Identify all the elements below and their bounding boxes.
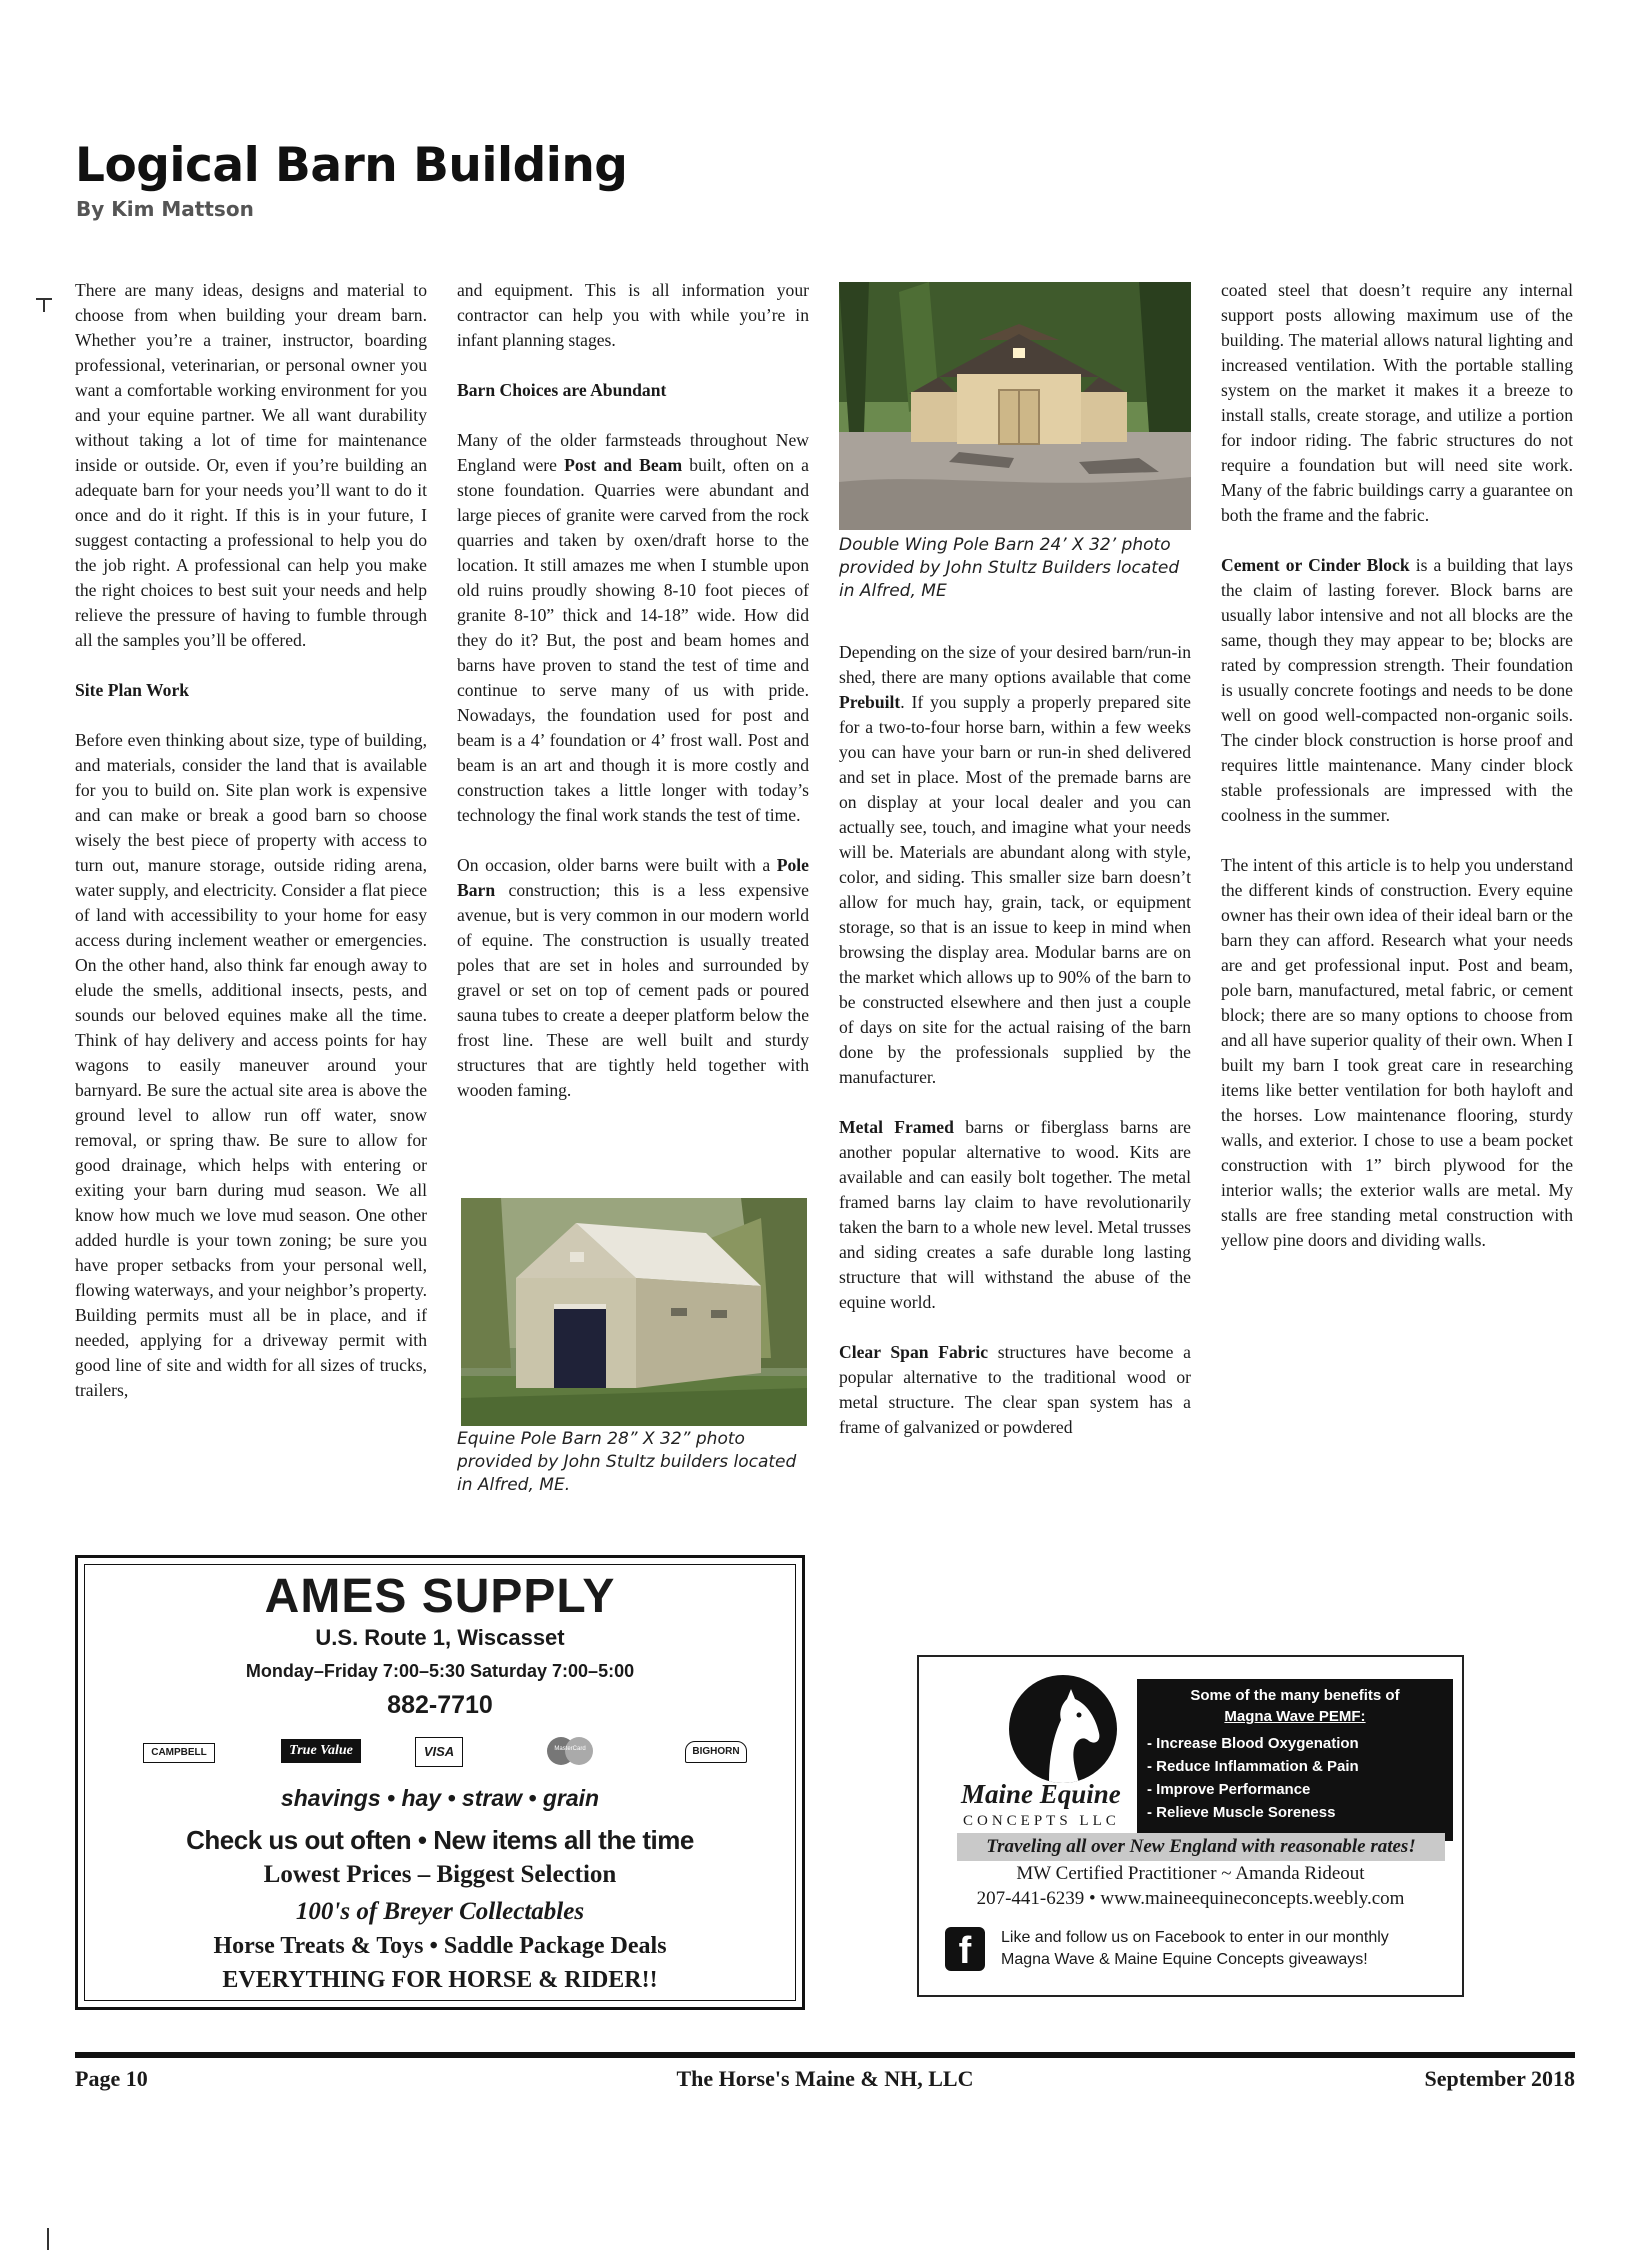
bold-term: Post and Beam bbox=[564, 455, 683, 475]
text-run: structures have become a popular alternative to the traditional wood or metal structure. The clear span system has a frame of galvanized or powdered bbox=[839, 1342, 1191, 1437]
paragraph bbox=[839, 1115, 1191, 1315]
maine-equine-concepts-ad bbox=[917, 1655, 1464, 1997]
ad-line-2: Lowest Prices – Biggest Selection bbox=[263, 1861, 617, 1888]
footer-publication: The Horse's Maine & NH, LLC bbox=[676, 2066, 974, 2091]
article-title: Logical Barn Building bbox=[75, 138, 628, 193]
paragraph: Before even thinking about size, type of building, and materials, consider the land that is available for you to build on. Site plan work is expensive and can make or break a good barn so choose wisely the best piece of property with access to turn out, manure storage, outside riding arena, water supply, and electricity. Consider a flat piece of land with accessibility to your home for easy access during inclement weather or emergencies. On the other hand, also think far enough away to elude the smells, additional insects, pests, and sounds our beloved equines make all the time. Think of hay delivery and access points for hay wagons to easily maneuver around your barnyard. Be sure the actual site area is above the ground level to allow run off water, snow removal, or spring thaw. Be sure to allow for good drainage, which helps with entering or exiting your barn during mud season. We all know how much we love mud season. One other added hurdle is your town zoning; be sure you have proper setbacks from your personal well, flowing waterways, and your neighbor’s property. Building permits must all be in place, and if needed, applying for a driveway permit with good line of site and width for all sizes of trucks, trailers, bbox=[75, 730, 427, 1400]
brand-subtitle: CONCEPTS LLC bbox=[963, 1813, 1120, 1829]
visa-logo: VISA bbox=[415, 1737, 463, 1767]
contact-line: 207-441-6239 • www.maineequineconcepts.weebly.com bbox=[976, 1888, 1405, 1909]
facebook-icon: f bbox=[945, 1927, 985, 1971]
paragraph bbox=[457, 853, 809, 1103]
barn-photo-2-illustration bbox=[461, 1198, 807, 1426]
brand-name: Maine Equine bbox=[961, 1779, 1121, 1809]
photo-caption-1: Double Wing Pole Barn 24’ X 32’ photo provided by John Stultz Builders located in Alfred, ME bbox=[839, 535, 1180, 601]
photo-double-wing-barn bbox=[839, 282, 1191, 530]
ad-address: U.S. Route 1, Wiscasset bbox=[315, 1625, 565, 1650]
paragraph bbox=[839, 1340, 1191, 1440]
facebook-line-1: Like and follow us on Facebook to enter in our monthly bbox=[1001, 1929, 1389, 1946]
ames-supply-ad bbox=[75, 1555, 805, 2010]
text-run: is a building that lays the claim of lasting forever. Block barns are usually labor intensive and not all blocks are the same, though they may appear to be; blocks are rated by compression strength. Their foundation is usually concrete footings and needs to be done well on good well-compacted non-organic soils. The cinder block construction is horse proof and requires little maintenance. Many cinder block stable professionals are impressed with the coolness in the summer. bbox=[1221, 555, 1573, 825]
ad-brand-logos bbox=[85, 1735, 795, 1769]
bold-term: Clear Span Fabric bbox=[839, 1342, 989, 1362]
benefit-item: - Relieve Muscle Soreness bbox=[1147, 1804, 1336, 1821]
article-column-3 bbox=[839, 640, 1191, 1465]
truevalue-logo: True Value bbox=[281, 1739, 361, 1763]
practitioner-line: MW Certified Practitioner ~ Amanda Rideout bbox=[1016, 1863, 1365, 1884]
text-run: barns or fiberglass barns are another popular alternative to wood. Kits are available and can easily bolt together. The metal framed barns lay claim to have revolutionarily taken the barn to a whole new level. Metal trusses and siding creates a safe durable long lasting structure that will withstand the abuse of the equine world. bbox=[839, 1117, 1191, 1312]
ad-products: shavings • hay • straw • grain bbox=[280, 1785, 600, 1811]
text-run: Many of the older farmsteads throughout New England were bbox=[457, 430, 809, 475]
article-column-1 bbox=[75, 278, 427, 1428]
paragraph: There are many ideas, designs and material to choose from when building your dream barn. Whether you’re a trainer, instructor, boarding professional, veterinarian, or personal owner you want a comfortable working environment for you and your equine partner. We all want durability without taking a lot of time for maintenance inside or outside. Or, even if you’re building an adequate barn for your needs you’ll want to do it once and do it right. If this is in your future, I suggest contacting a professional to help you do the job right. A professional can help you make the right choices to best suit your needs and help relieve the pressure of having to fumble through all the samples you’ll be offered. bbox=[75, 280, 427, 650]
text-run: . If you supply a properly prepared site for a two-to-four horse barn, within a few weeks you can have your barn or run-in shed delivered and set in place. Most of the premade barns are on display at your local dealer and you can actually see, touch, and imagine what your needs will be. Materials are abundant along with style, color, and siding. This smaller size barn doesn’t allow for much hay, grain, tack, or equipment storage, so that is an issue to keep in mind when browsing the display area. Modular barns are on the market which allows up to 90% of the barn to be constructed elsewhere and then just a couple of days on site for the actual raising of the barn done by the professionals supplied by the manufacturer. bbox=[839, 692, 1191, 1087]
benefit-item: - Improve Performance bbox=[1147, 1781, 1311, 1798]
footer-date: September 2018 bbox=[1424, 2066, 1575, 2091]
crop-mark bbox=[43, 298, 45, 312]
bold-term: Pole Barn bbox=[457, 855, 809, 900]
paragraph bbox=[457, 428, 809, 828]
benefits-box bbox=[1137, 1679, 1453, 1841]
bold-term: Cement or Cinder Block bbox=[1221, 555, 1410, 575]
facebook-line-2: Magna Wave & Maine Equine Concepts giveaways! bbox=[1001, 1951, 1368, 1968]
benefits-title-2: Magna Wave PEMF: bbox=[1224, 1708, 1366, 1725]
footer-rule bbox=[75, 2052, 1575, 2058]
article-column-2 bbox=[457, 278, 809, 1128]
ad-phone: 882-7710 bbox=[387, 1691, 493, 1719]
section-heading: Barn Choices are Abundant bbox=[457, 380, 667, 400]
paragraph bbox=[839, 640, 1191, 1090]
footer-page-number: Page 10 bbox=[75, 2066, 148, 2091]
ad-line-3: 100's of Breyer Collectables bbox=[295, 1898, 585, 1925]
ad-line-5: EVERYTHING FOR HORSE & RIDER!! bbox=[222, 1967, 658, 1993]
paragraph: and equipment. This is all information your contractor can help you with while you’re in infant planning stages. bbox=[457, 280, 809, 350]
text-run: Depending on the size of your desired barn/run-in shed, there are many options available that come bbox=[839, 642, 1191, 687]
text-run: construction; this is a less expensive avenue, but is very common in our modern world of equine. The construction is usually treated poles that are set in holes and surrounded by gravel or set on top of cement pads or poured sauna tubes to create a deeper platform below the frost line. These are well built and sturdy structures that are tightly held together with wooden faming. bbox=[457, 880, 809, 1100]
benefit-item: - Reduce Inflammation & Pain bbox=[1147, 1758, 1359, 1775]
horse-head-logo bbox=[1009, 1675, 1117, 1783]
tagline-banner: Traveling all over New England with reasonable rates! bbox=[957, 1833, 1445, 1861]
bighorn-logo: BIGHORN bbox=[685, 1741, 747, 1763]
mastercard-logo-text: MasterCard bbox=[554, 1746, 586, 1752]
barn-photo-1-illustration bbox=[839, 282, 1191, 530]
bold-term: Prebuilt bbox=[839, 692, 901, 712]
paragraph: coated steel that doesn’t require any internal support posts allowing maximum use of the building. The material allows natural lighting and increased ventilation. With the portable stalling system on the market it makes it a breeze to install stalls, create storage, and utilize a portion for indoor riding. The fabric structures do not require a foundation but will need site work. Many of the fabric buildings carry a guarantee on both the frame and the fabric. bbox=[1221, 280, 1573, 525]
paragraph: The intent of this article is to help you understand the different kinds of construction. Every equine owner has their own idea of their ideal barn or the barn they can afford. Research what your needs are and get professional input. Post and beam, pole barn, manufactured, metal fabric, or cement block; there are so many options to choose from and all have superior quality of their own. When I built my barn I took great care in researching items like better ventilation for both hayloft and the horses. Low maintenance flooring, sturdy walls, and exterior. I chose to use a beam pocket construction with 1” birch plywood for the interior walls; the exterior walls are metal. My stalls are free standing metal construction with yellow pine doors and dividing walls. bbox=[1221, 855, 1573, 1250]
article-byline: By Kim Mattson bbox=[76, 197, 254, 221]
mastercard-logo bbox=[545, 1737, 595, 1765]
crop-mark bbox=[47, 2228, 49, 2250]
article-column-4 bbox=[1221, 278, 1573, 1278]
bold-term: Metal Framed bbox=[839, 1117, 954, 1137]
ad-hours: Monday–Friday 7:00–5:30 Saturday 7:00–5:00 bbox=[245, 1661, 635, 1681]
benefits-title: Some of the many benefits of bbox=[1190, 1687, 1400, 1704]
paragraph bbox=[1221, 553, 1573, 828]
photo-equine-pole-barn bbox=[461, 1198, 807, 1426]
section-heading: Site Plan Work bbox=[75, 680, 190, 700]
benefit-item: - Increase Blood Oxygenation bbox=[1147, 1735, 1359, 1752]
ad-store-name: AMES SUPPLY bbox=[264, 1570, 616, 1623]
text-run: On occasion, older barns were built with a bbox=[457, 855, 777, 875]
campbell-logo: CAMPBELL bbox=[143, 1743, 215, 1763]
ad-line-1: Check us out often • New items all the time bbox=[186, 1825, 694, 1855]
photo-caption-2: Equine Pole Barn 28” X 32” photo provided by John Stultz builders located in Alfred, ME. bbox=[457, 1429, 797, 1495]
horse-head-icon bbox=[1009, 1675, 1117, 1783]
text-run: built, often on a stone foundation. Quarries were abundant and large pieces of granite were carved from the rock quarries and taken by oxen/draft horse to the location. It still amazes me when I stumble upon old ruins proudly showing 8-10 foot pieces of granite 8-10” thick and 14-18” wide. How did they do it? But, the post and beam homes and barns have proven to stand the test of time and continue to serve many of us with pride. Nowadays, the foundation used for post and beam is a 4’ foundation or 4’ frost wall. Post and beam is an art and though it is more costly and construction takes a little longer with today’s technology the final work stands the test of time. bbox=[457, 455, 809, 825]
ad-line-4: Horse Treats & Toys • Saddle Package Deals bbox=[213, 1933, 667, 1959]
